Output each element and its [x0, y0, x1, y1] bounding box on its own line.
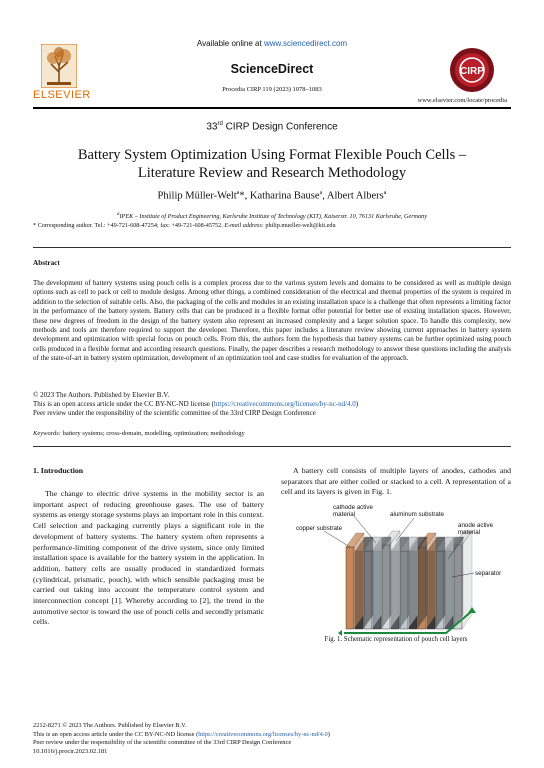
layer-side-anode — [435, 537, 445, 629]
cirp-logo-text: CIRP — [460, 66, 484, 77]
author-name: Albert Albers — [326, 190, 384, 202]
journal-name: ScienceDirect — [230, 62, 314, 76]
available-prefix: Available online at — [196, 39, 264, 48]
pouch-cell-diagram — [284, 499, 510, 637]
license-block — [33, 391, 511, 418]
author-sup: a — [236, 190, 240, 196]
figure-pouch-cell-layers — [284, 499, 510, 637]
label-copper-substrate: copper substrate — [296, 525, 343, 532]
affiliation-text: IPEK – Institute of Product Engineering, Karlsruhe Institute of Technology (KIT), Kaiserstr. 10, 76131 Karlsruhe, Germany — [119, 213, 428, 221]
layer-side-separator — [408, 537, 418, 629]
journal-url[interactable]: www.elsevier.com/locate/procedia — [417, 97, 507, 104]
author-sep: , — [322, 190, 327, 202]
layer-side-anode — [363, 537, 373, 629]
footer-license — [33, 731, 511, 740]
license-link[interactable]: https://creativecommons.org/licenses/by-nc-nd/4.0 — [213, 400, 356, 408]
layer-side-separator — [372, 537, 382, 629]
abstract-top-rule — [33, 247, 511, 248]
affiliation — [0, 212, 544, 220]
keywords-label: Keywords: — [33, 430, 61, 437]
label-cathode-active-material: cathode active material — [333, 504, 373, 518]
author-name: Katharina Bause — [249, 190, 320, 202]
affiliation-sup: a — [116, 212, 120, 217]
keywords — [33, 430, 511, 437]
figure-caption: Fig. 1. Schematic representation of pouch cell layers — [324, 636, 468, 643]
layer-side-cathode — [381, 537, 391, 629]
author-sep: *, — [239, 190, 250, 202]
footer-issn: 2212-8271 © 2023 The Authors. Published by Elsevier B.V. — [33, 722, 187, 729]
sciencedirect-link[interactable]: www.sciencedirect.com — [263, 39, 348, 48]
abstract-heading: Abstract — [33, 259, 60, 267]
elsevier-wordmark: ELSEVIER — [33, 89, 91, 101]
section-heading-introduction: 1. Introduction — [33, 466, 84, 475]
license-prefix: This is an open access article under the CC BY-NC-ND license ( — [33, 400, 214, 408]
left-column — [33, 489, 264, 628]
conference-rest: CIRP Design Conference — [222, 121, 338, 133]
layer-side-copper — [426, 533, 436, 629]
intro-paragraph: The change to electric drive systems in the mobility sector is an important aspect of reducing greenhouse gases. The use of battery systems as energy storage systems plays an important role in this context. Cell selection and packaging currently plays a significant role in the development of battery systems. The battery system often represents a performance-limiting component of the drive system, since only limited installation space is available for the battery system in the application. In addition, battery cells are usually produced in standardized formats (cylindrical, prismatic, pouch), with which sensible packaging must be carried out taking into account the temperature control system and interconnection concept [1]. Whereby according to [2], the trend in the automotive sector is toward the use of pouch cells and secondly prismatic cells. — [33, 489, 264, 627]
email-address[interactable]: philip.mueller-welt@kit.edu — [263, 222, 336, 229]
copyright-line: © 2023 The Authors. Published by Elsevier B.V. — [33, 391, 170, 399]
header-rule — [33, 107, 511, 109]
page-footer — [33, 722, 511, 756]
license-line — [33, 400, 511, 409]
leader-copper — [324, 531, 350, 547]
author-sup: a — [383, 190, 387, 196]
footer-license-prefix: This is an open access article under the CC BY-NC-ND license ( — [33, 730, 199, 738]
footer-license-link[interactable]: https://creativecommons.org/licenses/by-nc-nd/4.0 — [198, 730, 328, 738]
intro-right-paragraph: A battery cell consists of multiple layers of anodes, cathodes and separators that are either coiled or stacked to a cell. A representation of a cell and its layers is given in Fig. 1. — [281, 466, 511, 497]
label-anode-active-material: anode active material — [458, 522, 494, 536]
layer-side-copper — [354, 533, 364, 629]
layer-side-anode — [417, 537, 427, 629]
layer-side-separator — [444, 537, 454, 629]
conference-number: 33 — [206, 121, 218, 133]
label-separator: separator — [475, 570, 502, 577]
conference-ordinal: rd — [217, 121, 223, 127]
abstract-bottom-rule — [33, 446, 511, 447]
cirp-logo-icon — [449, 47, 495, 93]
keywords-text: battery systems; cross-domain, modelling, optimization; methodology — [60, 430, 245, 437]
conference-name — [0, 121, 544, 132]
layer-copper — [346, 547, 354, 629]
author-list — [0, 190, 544, 202]
author-name: Philip Müller-Welt — [157, 190, 237, 202]
paper-title — [40, 146, 504, 182]
corresponding-prefix: * Corresponding author. Tel.: +49-721-608-47254; fax: +49-721-608-45752. — [33, 222, 225, 229]
footer-peer-review: Peer review under the responsibility of the scientific committee of the 33rd CIRP Design Conference — [33, 739, 292, 747]
footer-doi[interactable]: 10.1016/j.procir.2023.02.181 — [33, 747, 108, 755]
peer-review-line: Peer review under the responsibility of the scientific committee of the 33rd CIRP Design Conference — [33, 409, 316, 417]
journal-citation: Procedia CIRP 119 (2023) 1078–1083 — [222, 86, 322, 93]
title-line-1: Battery System Optimization Using Format Flexible Pouch Cells – — [77, 147, 467, 163]
layer-side-cathode — [399, 537, 409, 629]
author-sup: a — [319, 190, 323, 196]
right-column — [281, 466, 511, 498]
label-aluminum-substrate: aluminum substrate — [390, 511, 444, 518]
corresponding-author — [33, 222, 336, 229]
layer-side-cathode — [453, 537, 463, 629]
footer-license-suffix: ) — [327, 730, 330, 738]
email-label: E-mail address: — [224, 222, 264, 229]
layer-side-aluminum — [390, 531, 400, 629]
title-line-2: Literature Review and Research Methodology — [137, 165, 407, 181]
abstract-text: The development of battery systems using pouch cells is a complex process due to the various system levels and domains to be considered as well as multiple design options such as cell to pack or cell to module designs. Among other things, a combined consideration of the electrical and thermal properties of the system is required in addition to the selection of suitable cells. Also, the packaging of the cells and modules in an existing installation space is a challenge that often represents a limiting factor in the performance of the battery system. Battery cells that can be produced in a flexible format offer potential for better use of existing installation spaces. However, these new degrees of freedom in the design of the battery system also represent an increased complexity and a larger solution space. To handle this complexity, new methods and tools are therefore required to support the developer. Therefore, this paper includes a literature review showing current approaches in battery system development and optimization with special focus on pouch cells. From this, the authors form the hypothesis that battery systems can be further optimized using pouch cells produced in a flexible format and according research questions. Finally, the paper describes a research methodology to answer these questions including the analysis of the state-of-art in battery system optimization, development of an optimization tool and case studies for evaluation of the approach. — [33, 279, 511, 363]
license-suffix: ) — [355, 400, 359, 408]
